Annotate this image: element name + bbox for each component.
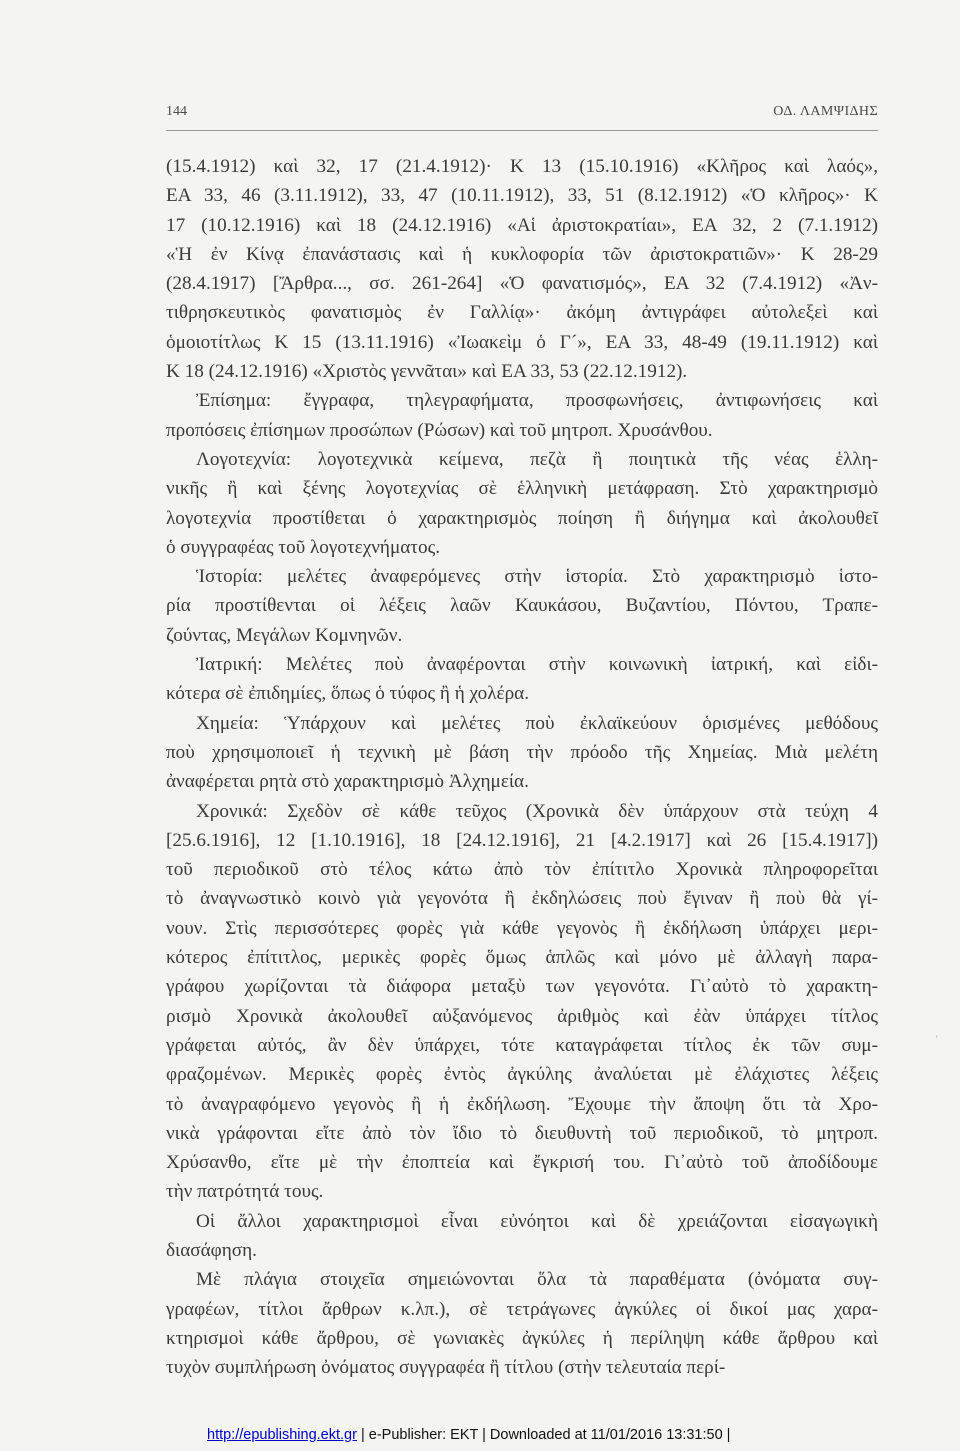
text-line: ὁμοιοτίτλως Κ 15 (13.11.1916) «Ἰωακεὶμ ὁ Γ´», ΕΑ 33, 48-49 (19.11.1912) καὶ	[166, 331, 878, 353]
text-line: τὸ ἀναγνωστικὸ κοινὸ γιὰ γεγονότα ἢ ἐκδηλώσεις ποὺ ἔγιναν ἢ ποὺ θὰ γί-	[166, 888, 878, 910]
text-line: Λογοτεχνία: λογοτεχνικὰ κείμενα, πεζὰ ἢ ποιητικὰ τῆς νέας ἑλλη-	[196, 448, 878, 470]
text-line: διασάφηση.	[166, 1239, 257, 1261]
header-rule	[166, 130, 878, 131]
text-line: ποὺ χρησιμοποιεῖ ἡ τεχνικὴ μὲ βάση τὴν πρόοδο τῆς Χημείας. Μιὰ μελέτη	[166, 741, 878, 763]
running-head: ΟΔ. ΛΑΜΨΙΔΗΣ	[773, 104, 878, 119]
text-line: νικὰ γράφονται εἴτε ἀπὸ τὸν ἴδιο τὸ διευθυντὴ τοῦ περιοδικοῦ, τὸ μητροπ.	[166, 1122, 878, 1144]
text-line: Ἐπίσημα: ἔγγραφα, τηλεγραφήματα, προσφωνήσεις, ἀντιφωνήσεις καὶ	[196, 390, 878, 412]
text-line: 17 (10.12.1916) καὶ 18 (24.12.1916) «Αἱ ἀριστοκρατίαι», ΕΑ 32, 2 (7.1.1912)	[166, 214, 878, 236]
text-line: Ἰατρική: Μελέτες ποὺ ἀναφέρονται στὴν κοινωνικὴ ἰατρική, καὶ εἰδι-	[196, 654, 878, 676]
epublishing-link[interactable]: http://epublishing.ekt.gr	[207, 1427, 357, 1443]
text-line: γραφέων, τίτλοι ἄρθρων κ.λπ.), σὲ τετράγωνες ἀγκύλες οἱ δικοί μας χαρα-	[166, 1298, 878, 1320]
text-line: τὴν πατρότητά τους.	[166, 1181, 324, 1203]
page-header	[166, 104, 878, 124]
body-text	[166, 152, 878, 1382]
text-line: τυχὸν συμπλήρωση ὀνόματος συγγραφέα ἢ τίτλου (στὴν τελευταία περί-	[166, 1357, 726, 1379]
text-line: ἀναφέρεται ρητὰ στὸ χαρακτηρισμὸ Ἀλχημεία.	[166, 771, 529, 793]
text-line: Μὲ πλάγια στοιχεῖα σημειώνονται ὅλα τὰ παραθέματα (ὀνόματα συγ-	[196, 1269, 878, 1291]
text-line: λογοτεχνία προστίθεται ὁ χαρακτηρισμὸς ποίηση ἢ διήγημα καὶ ἀκολουθεῖ	[166, 507, 878, 529]
text-line: (15.4.1912) καὶ 32, 17 (21.4.1912)· Κ 13 (15.10.1916) «Κλῆρος καὶ λαός»,	[166, 156, 878, 177]
text-line: Οἱ ἄλλοι χαρακτηρισμοὶ εἶναι εὐνόητοι καὶ δὲ χρειάζονται εἰσαγωγικὴ	[196, 1210, 878, 1232]
text-line: Χρονικά: Σχεδὸν σὲ κάθε τεῦχος (Χρονικὰ δὲν ὑπάρχουν στὰ τεύχη 4	[196, 800, 878, 822]
text-line: [25.6.1916], 12 [1.10.1916], 18 [24.12.1916], 21 [4.2.1917] καὶ 26 [15.4.1917])	[166, 829, 878, 851]
text-line: ρισμὸ Χρονικὰ ἀκολουθεῖ αὐξανόμενος ἀριθμὸς καὶ ἐὰν ὑπάρχει τίτλος	[166, 1005, 878, 1027]
text-line: νουν. Στὶς περισσότερες φορὲς γιὰ κάθε γεγονὸς ἢ ἐκδήλωση ὑπάρχει μερι-	[166, 917, 878, 939]
text-line: «Ἡ ἐν Κίνᾳ ἐπανάστασις καὶ ἡ κυκλοφορία τῶν ἀριστοκρατιῶν»· Κ 28-29	[166, 243, 878, 265]
footer-publisher-info: | e-Publisher: EKT | Downloaded at 11/01/2016 13:31:50 |	[356, 1427, 731, 1443]
text-line: (28.4.1917) [Ἄρθρα..., σσ. 261-264] «Ὁ φανατισμός», ΕΑ 32 (7.4.1912) «Ἀν-	[166, 273, 878, 295]
text-line: ΕΑ 33, 46 (3.11.1912), 33, 47 (10.11.1912), 33, 51 (8.12.1912) «Ὁ κλῆρος»· Κ	[166, 185, 878, 207]
text-line: ζούντας, Μεγάλων Κομνηνῶν.	[166, 624, 403, 646]
scan-speck: '	[936, 1034, 938, 1044]
text-line: κότερος ἐπίτιτλος, μερικὲς φορὲς ὅμως ἁπλῶς καὶ μόνο μὲ ἀλλαγὴ παρα-	[166, 947, 878, 969]
text-line: κτηρισμοὶ κάθε ἄρθρου, σὲ γωνιακὲς ἀγκύλες ἡ περίληψη κάθε ἄρθρου καὶ	[166, 1327, 878, 1349]
text-line: τιθρησκευτικὸς φανατισμὸς ἐν Γαλλίᾳ»· ἀκόμη ἀντιγράφει αὐτολεξεὶ καὶ	[166, 302, 878, 324]
text-line: Κ 18 (24.12.1916) «Χριστὸς γεννᾶται» καὶ ΕΑ 33, 53 (22.12.1912).	[166, 361, 688, 383]
text-line: Χρύσανθο, εἴτε μὲ τὴν ἐποπτεία καὶ ἔγκρισή του. Γι᾽αὐτὸ τοῦ ἀποδίδουμε	[166, 1152, 878, 1174]
text-line: κότερα σὲ ἐπιδημίες, ὅπως ὁ τύφος ἢ ἡ χολέρα.	[166, 683, 530, 705]
text-line: ρία προστίθενται οἱ λέξεις λαῶν Καυκάσου, Βυζαντίου, Πόντου, Τραπε-	[166, 595, 878, 617]
text-line: νικῆς ἢ καὶ ξένης λογοτεχνίας σὲ ἑλληνικὴ μετάφραση. Στὸ χαρακτηρισμὸ	[166, 478, 878, 500]
download-footer	[207, 1427, 730, 1443]
text-line: φραζομένων. Μερικὲς φορὲς ἐντὸς ἀγκύλης ἀναλύεται μὲ ἐλάχιστες λέξεις	[166, 1064, 878, 1086]
text-line: τοῦ περιοδικοῦ στὸ τέλος κάτω ἀπὸ τὸν ἐπίτιτλο Χρονικὰ πληροφορεῖται	[166, 859, 878, 881]
text-line: Ἱστορία: μελέτες ἀναφερόμενες στὴν ἱστορία. Στὸ χαρακτηρισμὸ ἱστο-	[196, 566, 878, 588]
text-line: προπόσεις ἐπίσημων προσώπων (Ρώσων) καὶ τοῦ μητροπ. Χρυσάνθου.	[166, 419, 713, 441]
page-number: 144	[166, 104, 187, 119]
text-line: γράφου χωρίζονται τὰ διάφορα μεταξὺ των γεγονότα. Γι᾽αὐτὸ τὸ χαρακτη-	[166, 976, 878, 998]
text-line: τὸ ἀναγραφόμενο γεγονὸς ἢ ἡ ἐκδήλωση. Ἔχουμε τὴν ἄποψη ὅτι τὰ Χρο-	[166, 1093, 878, 1115]
text-line: Χημεία: Ὑπάρχουν καὶ μελέτες ποὺ ἐκλαϊκεύουν ὁρισμένες μεθόδους	[196, 712, 878, 734]
text-line: ὁ συγγραφέας τοῦ λογοτεχνήματος.	[166, 536, 441, 558]
text-line: γράφεται αὐτός, ἂν δὲν ὑπάρχει, τότε καταγράφεται τίτλος ἐκ τῶν συμ-	[166, 1034, 878, 1056]
